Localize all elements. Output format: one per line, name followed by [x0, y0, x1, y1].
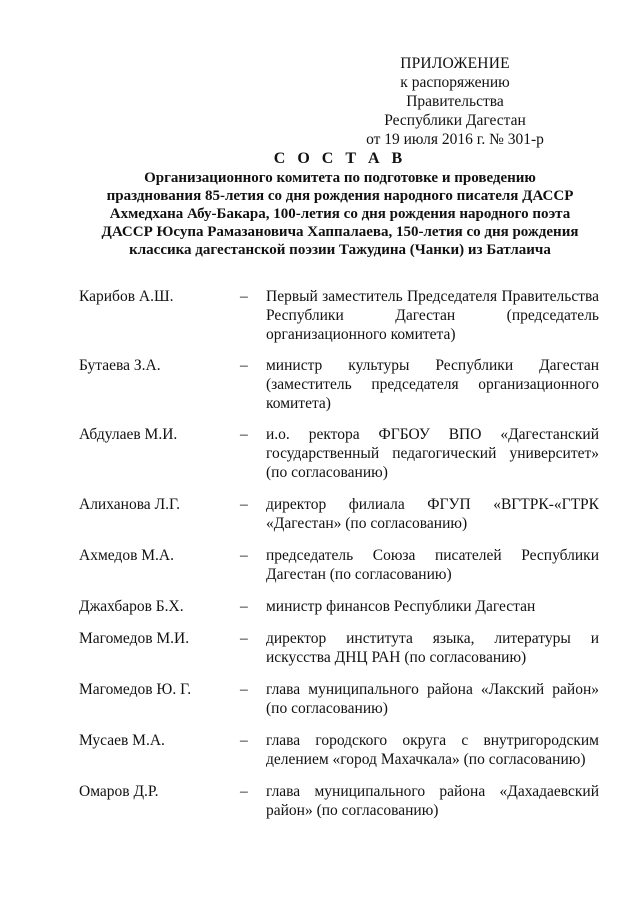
member-dash: –: [240, 681, 248, 698]
member-name: Магомедов М.И.: [79, 630, 190, 647]
member-name: Ахмедов М.А.: [79, 547, 174, 564]
member-role: директор филиала ФГУП «ВГТРК-«ГТРК «Дагестан» (по согласованию): [266, 496, 599, 532]
member-dash: –: [240, 288, 248, 305]
member-role: глава муниципального района «Лакский район» (по согласованию): [266, 681, 599, 717]
member-name: Мусаев М.А.: [79, 732, 165, 749]
appendix-block: [360, 54, 550, 149]
heading-line-2: празднования 85-летия со дня рождения народного писателя ДАССР: [106, 188, 574, 204]
appendix-line-3: от 19 июля 2016 г. № 301-р: [366, 131, 544, 148]
member-role: министр финансов Республики Дагестан: [266, 598, 536, 615]
appendix-title: ПРИЛОЖЕНИЕ: [400, 55, 510, 72]
member-dash: –: [240, 783, 248, 800]
member-dash: –: [240, 426, 248, 443]
member-role: министр культуры Республики Дагестан (заместитель председателя организационного комитета): [266, 357, 599, 412]
member-row: [79, 425, 599, 495]
member-row: [79, 356, 599, 425]
member-dash: –: [240, 598, 248, 615]
member-name: Абдулаев М.И.: [79, 426, 178, 443]
member-dash: –: [240, 496, 248, 513]
member-name: Омаров Д.Р.: [79, 783, 159, 800]
member-role: глава городского округа с внутригородским делением «город Махачкала» (по согласованию): [266, 732, 599, 768]
member-role: и.о. ректора ФГБОУ ВПО «Дагестанский государственный педагогический университет» (по согласованию): [266, 426, 599, 481]
member-dash: –: [240, 732, 248, 749]
member-role: глава муниципального района «Дахадаевский район» (по согласованию): [266, 783, 599, 819]
member-role: Первый заместитель Председателя Правительства Республики Дагестан (председатель организационного комитета): [266, 288, 599, 343]
member-row: [79, 680, 599, 731]
member-name: Джахбаров Б.Х.: [79, 598, 184, 615]
member-name: Бутаева З.А.: [79, 357, 161, 374]
heading-line-1: Организационного комитета по подготовке и проведению: [144, 170, 536, 186]
member-dash: –: [240, 357, 248, 374]
members-list: [79, 287, 599, 833]
heading-line-5: классика дагестанской поэзии Тажудина (Чанки) из Батлаича: [129, 242, 551, 258]
member-row: [79, 782, 599, 833]
document-heading: [70, 150, 610, 259]
member-row: [79, 287, 599, 356]
heading-title: С О С Т А В: [273, 150, 407, 167]
member-name: Карибов А.Ш.: [79, 288, 174, 305]
member-role: директор института языка, литературы и искусства ДНЦ РАН (по согласованию): [266, 630, 599, 666]
member-row: [79, 597, 599, 629]
member-row: [79, 546, 599, 597]
appendix-line-2: Республики Дагестан: [384, 112, 526, 129]
member-dash: –: [240, 547, 248, 564]
member-row: [79, 629, 599, 680]
appendix-line-1: к распоряжению Правительства: [400, 74, 510, 110]
member-row: [79, 731, 599, 782]
member-name: Алиханова Л.Г.: [79, 496, 181, 513]
member-row: [79, 495, 599, 546]
member-role: председатель Союза писателей Республики Дагестан (по согласованию): [266, 547, 599, 583]
heading-line-3: Ахмедхана Абу-Бакара, 100-летия со дня рождения народного поэта: [109, 206, 571, 222]
member-dash: –: [240, 630, 248, 647]
heading-line-4: ДАССР Юсупа Рамазановича Хаппалаева, 150-летия со дня рождения: [101, 224, 579, 240]
member-name: Магомедов Ю. Г.: [79, 681, 192, 698]
